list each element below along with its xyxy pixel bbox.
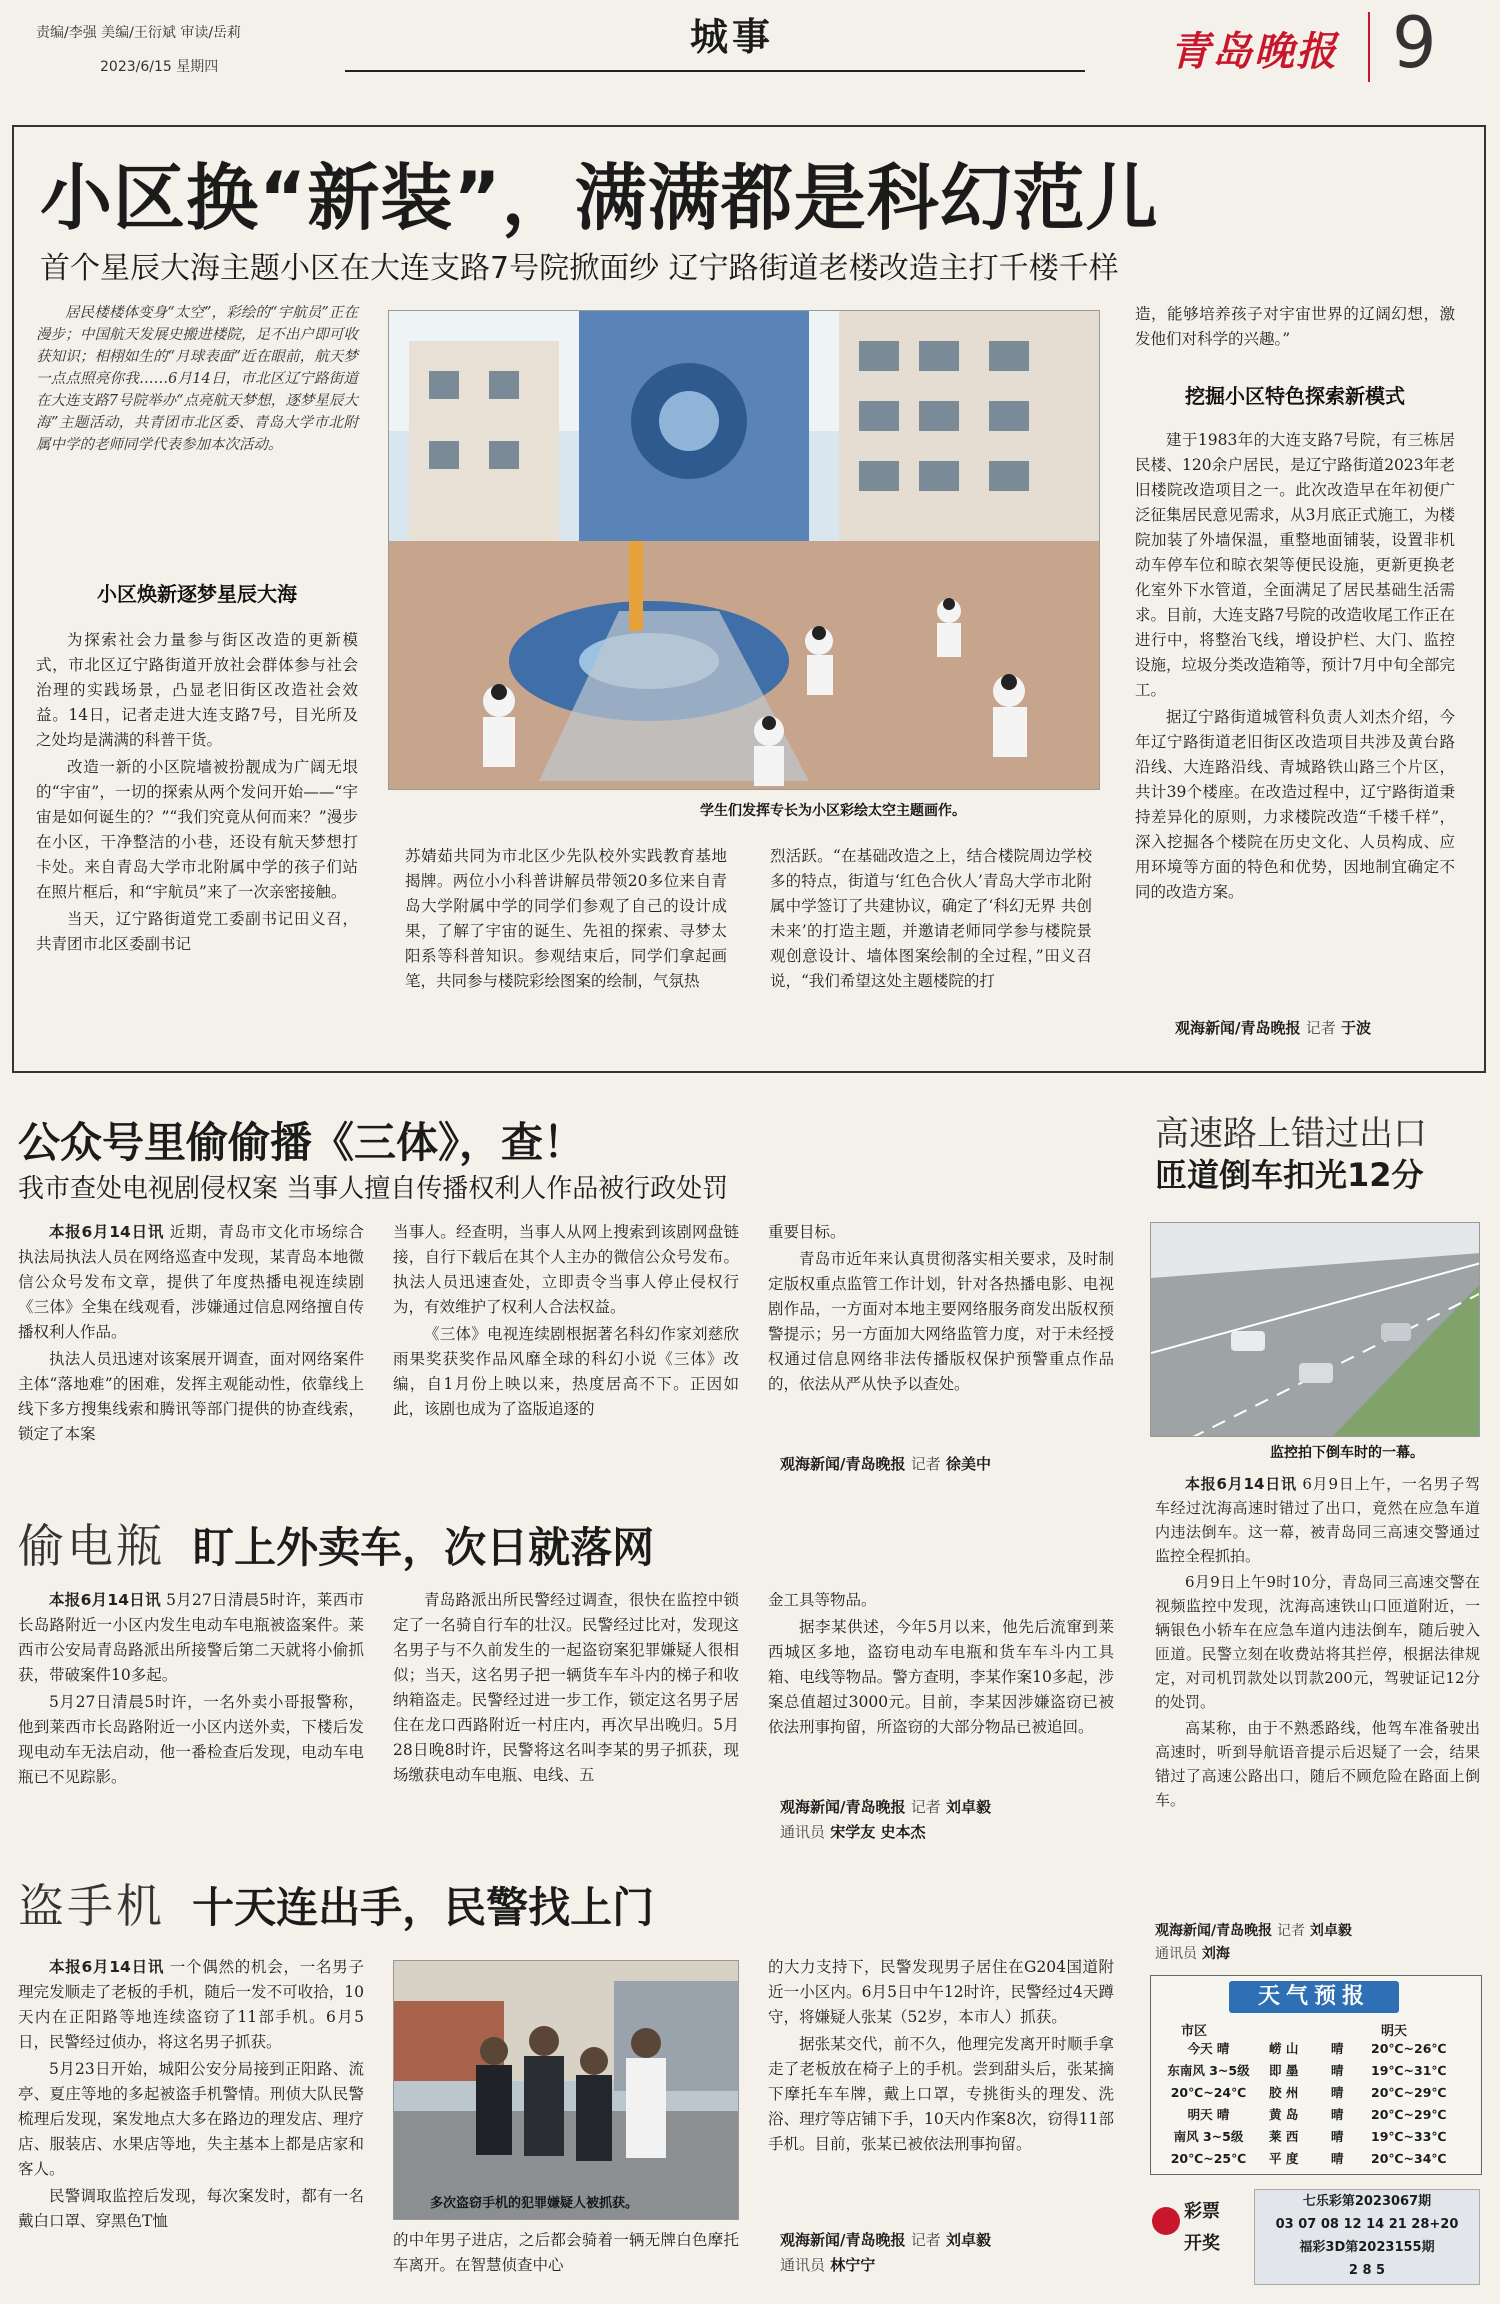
lottery-label-top: 彩票 bbox=[1184, 2201, 1220, 2222]
weather-city-row: 南风 3~5级 bbox=[1173, 2129, 1244, 2144]
credit-label: 记者 bbox=[1277, 1923, 1305, 1939]
paragraph: 青岛路派出所民警经过调查，很快在监控中锁定了一名骑自行车的壮汉。民警经过比对，发现这名男子与不久前发生的一起盗窃案犯罪嫌疑人很相似；当天，这名男子把一辆货车车斗内的梯子和收纳箱盗走。民警经过进一步工作，锁定这名男子居住在龙口西路附近一村庄内，再次早出晚归。5月28日晚8时许，民警将这名叫李某的男子抓获，现场缴获电动车电瓶、电线、五 bbox=[393, 1591, 739, 1784]
story4-photo bbox=[393, 1960, 739, 2220]
section-label: 城事 bbox=[690, 15, 775, 59]
credit-name: 徐美中 bbox=[945, 1455, 991, 1473]
paragraph-text: 5月27日清晨5时许，莱西市长岛路附近一小区内发生电动车电瓶被盗案件。莱西市公安局青岛路派出所接警后第二天就将小偷抓获，带破案件10多起。 bbox=[18, 1591, 364, 1684]
story4-col-3 bbox=[768, 1955, 1114, 2159]
story4-credit bbox=[780, 2228, 1120, 2278]
masthead-editors: 责编/李强 美编/王衍斌 审读/岳莉 bbox=[36, 25, 242, 41]
credit-name: 刘卓毅 bbox=[1309, 1923, 1352, 1939]
district-name: 莱 西 bbox=[1269, 2129, 1299, 2144]
weather-city-row: 20℃~24℃ bbox=[1170, 2085, 1247, 2100]
weather-district-row bbox=[1269, 2148, 1475, 2170]
district-temp: 20℃~26℃ bbox=[1371, 2041, 1447, 2056]
lead-photo-caption: 学生们发挥专长为小区彩绘太空主题画作。 bbox=[700, 803, 966, 819]
weather-city-row: 今天 晴 bbox=[1187, 2041, 1230, 2056]
weather-tomorrow-head: 明天 bbox=[1381, 2024, 1408, 2039]
story2-col-1 bbox=[18, 1220, 364, 1449]
lead-credit bbox=[1175, 1016, 1371, 1041]
paragraph: 5月23日开始，城阳公安分局接到正阳路、流亭、夏庄等地的多起被盗手机警情。刑侦大队民警梳理后发现，案发地点大多在路边的理发店、理疗店、服装店、水果店等地，失主基本上都是店家和客人。 bbox=[18, 2060, 364, 2178]
district-temp: 20℃~29℃ bbox=[1371, 2107, 1447, 2122]
story4-col-2 bbox=[393, 2228, 739, 2280]
mural-photo-illustration bbox=[389, 311, 1100, 790]
paragraph: 的中年男子进店，之后都会骑着一辆无牌白色摩托车离开。在智慧侦查中心 bbox=[393, 2231, 739, 2274]
dateline: 本报6月14日讯 bbox=[49, 1958, 165, 1976]
district-wx: 晴 bbox=[1331, 2063, 1344, 2078]
paragraph: 改造一新的小区院墙被扮靓成为广阔无垠的“宇宙”，一切的探索从两个发问开始——“宇宙是如何诞生的？”“我们究竟从何而来？”漫步在小区，干净整洁的小巷，还设有航天梦想打卡处。来自青岛大学市北附属中学的孩子们站在照片框后，和“宇航员”来了一次亲密接触。 bbox=[36, 758, 358, 901]
credit-label: 记者 bbox=[910, 2231, 941, 2249]
lottery-results bbox=[1254, 2189, 1480, 2285]
district-wx: 晴 bbox=[1331, 2129, 1344, 2144]
story5-headline-bottom: 匝道倒车扣光12分 bbox=[1155, 1156, 1424, 1194]
weather-district-table bbox=[1269, 2038, 1475, 2170]
lead-col-2 bbox=[405, 844, 727, 996]
district-wx: 晴 bbox=[1331, 2085, 1344, 2100]
district-name: 平 度 bbox=[1269, 2151, 1299, 2166]
dateline: 本报6月14日讯 bbox=[49, 1591, 161, 1609]
credit-org: 观海新闻/青岛晚报 bbox=[780, 1798, 906, 1816]
story3-col-1 bbox=[18, 1588, 364, 1792]
lead-subhead-2: 挖掘小区特色探索新模式 bbox=[1185, 384, 1405, 408]
district-temp: 20℃~29℃ bbox=[1371, 2085, 1447, 2100]
lottery-line: 福彩3D第2023155期 bbox=[1299, 2240, 1435, 2255]
credit-label-2: 通讯员 bbox=[780, 1823, 826, 1841]
district-wx: 晴 bbox=[1331, 2041, 1344, 2056]
paragraph: 苏婧茹共同为市北区少先队校外实践教育基地揭牌。两位小小科普讲解员带领20多位来自青岛大学附属中学的同学们参观了自己的设计成果，了解了宇宙的诞生、先祖的探索、寻梦太阳系等科普知识。参观结束后，同学们拿起画笔，共同参与楼院彩绘图案的绘制，气氛热 bbox=[405, 847, 727, 990]
paragraph: 《三体》电视连续剧根据著名科幻作家刘慈欣雨果奖获奖作品风靡全球的科幻小说《三体》改编，自1月份上映以来，热度居高不下。正因如此，该剧也成为了盗版追逐的 bbox=[393, 1325, 739, 1418]
lead-subheadline: 首个星辰大海主题小区在大连支路7号院掀面纱 辽宁路街道老楼改造主打千楼千样 bbox=[40, 251, 1119, 286]
story5-photo-caption: 监控拍下倒车时的一幕。 bbox=[1270, 1445, 1424, 1461]
paragraph-text: 一个偶然的机会，一名男子理完发顺走了老板的手机，随后一发不可收拾，10天内在正阳路等地连续盗窃了11部手机。6月5日，民警经过侦办，将这名男子抓获。 bbox=[18, 1958, 364, 2051]
weather-district-row bbox=[1269, 2038, 1475, 2060]
paragraph: 青岛市近年来认真贯彻落实相关要求，及时制定版权重点监管工作计划，针对各热播电影、电视剧作品，一方面对本地主要网络服务商发出版权预警提示；另一方面加大网络监管力度，对于未经授权通过信息网络非法传播版权保护预警重点作品的，依法从严从快予以查处。 bbox=[768, 1250, 1114, 1393]
story3-headline bbox=[18, 1510, 654, 1576]
paragraph bbox=[18, 1955, 364, 2055]
credit-label: 记者 bbox=[1305, 1019, 1336, 1037]
district-name: 胶 州 bbox=[1269, 2085, 1299, 2100]
lead-subhead-1: 小区焕新逐梦星辰大海 bbox=[97, 582, 297, 606]
story3-kicker: 偷电瓶 bbox=[18, 1519, 165, 1573]
credit-name: 刘卓毅 bbox=[945, 1798, 991, 1816]
credit-name: 于波 bbox=[1340, 1019, 1371, 1037]
weather-district-row bbox=[1269, 2060, 1475, 2082]
paragraph: 民警调取监控后发现，每次案发时，都有一名戴白口罩、穿黑色T恤 bbox=[18, 2187, 364, 2230]
story5-body bbox=[1155, 1472, 1480, 1814]
credit-name-2: 宋学友 史本杰 bbox=[830, 1823, 926, 1841]
paragraph: 建于1983年的大连支路7号院，有三栋居民楼、120余户居民，是辽宁路街道2023年老旧楼院改造项目之一。此次改造早在年初便广泛征集居民意见需求，从3月底正式施工，为楼院加装了外墙保温，重整地面铺装，设置非机动车停车位和晾衣架等便民设施，更新更换老化室外下水管道，全面满足了居民基础生活需求。目前，大连支路7号院的改造收尾工作正在进行中，将整治飞线，增设护栏、大门、监控设施，垃圾分类改造箱等，预计7月中旬全部完工。 bbox=[1135, 431, 1455, 699]
story4-title: 十天连出手，民警找上门 bbox=[192, 1883, 655, 1932]
story2-credit bbox=[780, 1452, 991, 1477]
weather-city-block bbox=[1161, 2038, 1256, 2170]
paragraph: 重要目标。 bbox=[768, 1223, 846, 1241]
lottery-icon bbox=[1152, 2207, 1180, 2235]
paragraph: 为探索社会力量参与街区改造的更新模式，市北区辽宁路街道开放社会群体参与社会治理的实践场景，凸显老旧街区改造社会效益。14日，记者走进大连支路7号，目光所及之处均是满满的科普干货。 bbox=[36, 631, 358, 749]
paragraph bbox=[18, 1220, 364, 1345]
lead-col-4-top bbox=[1135, 302, 1455, 354]
credit-org: 观海新闻/青岛晚报 bbox=[1175, 1019, 1301, 1037]
story3-title: 盯上外卖车，次日就落网 bbox=[192, 1523, 655, 1572]
story5-credit bbox=[1155, 1920, 1480, 1966]
credit-label: 记者 bbox=[910, 1455, 941, 1473]
district-temp: 19℃~33℃ bbox=[1371, 2129, 1447, 2144]
story4-photo-caption: 多次盗窃手机的犯罪嫌疑人被抓获。 bbox=[430, 2196, 639, 2211]
weather-city-row: 20℃~25℃ bbox=[1170, 2151, 1247, 2166]
weather-city-row: 明天 晴 bbox=[1187, 2107, 1230, 2122]
paragraph: 烈活跃。“在基础改造之上，结合楼院周边学校多的特点，街道与‘红色合伙人’青岛大学市北附属中学签订了共建协议，确定了‘科幻无界 共创未来’的打造主题，并邀请老师同学参与楼院景观创意设计、墙体图案绘制的全过程，”田义召说，“我们希望这处主题楼院的打 bbox=[770, 847, 1092, 990]
credit-name: 刘卓毅 bbox=[945, 2231, 991, 2249]
story4-kicker: 盗手机 bbox=[18, 1879, 165, 1933]
credit-label: 记者 bbox=[910, 1798, 941, 1816]
district-name: 黄 岛 bbox=[1269, 2107, 1299, 2122]
weather-city-row: 东南风 3~5级 bbox=[1167, 2063, 1250, 2078]
paragraph: 执法人员迅速对该案展开调查，面对网络案件主体“落地难”的困难，发挥主观能动性，依靠线上线下多方搜集线索和腾讯等部门提供的协查线索，锁定了本案 bbox=[18, 1350, 364, 1443]
story4-col-1 bbox=[18, 1955, 364, 2236]
paragraph: 6月9日上午9时10分，青岛同三高速交警在视频监控中发现，沈海高速铁山口匝道附近，一辆银色小轿车在应急车道内违法倒车，随后驶入匝道。民警立刻在收费站将其拦停，根据法律规定，对司机罚款处以罚款200元，驾驶证记12分的处罚。 bbox=[1155, 1573, 1480, 1711]
lottery-line: 2 8 5 bbox=[1348, 2263, 1386, 2278]
lottery-box bbox=[1150, 2185, 1482, 2297]
district-name: 即 墨 bbox=[1269, 2063, 1299, 2078]
credit-name-2: 刘海 bbox=[1201, 1946, 1230, 1962]
paragraph: 金工具等物品。 bbox=[768, 1591, 877, 1609]
page-number: 9 bbox=[1392, 2, 1437, 84]
lottery-label-bottom: 开奖 bbox=[1184, 2233, 1220, 2254]
district-wx: 晴 bbox=[1331, 2107, 1344, 2122]
paragraph: 5月27日清晨5时许，一名外卖小哥报警称，他到莱西市长岛路附近一小区内送外卖，下楼后发现电动车无法启动，他一番检查后发现，电动车电瓶已不见踪影。 bbox=[18, 1693, 364, 1786]
story3-col-2 bbox=[393, 1588, 739, 1790]
paragraph bbox=[1155, 1472, 1480, 1568]
weather-district-row bbox=[1269, 2104, 1475, 2126]
paragraph: 当事人。经查明，当事人从网上搜索到该剧网盘链接，自行下载后在其个人主办的微信公众号发布。执法人员迅速查处，立即责令当事人停止侵权行为，有效维护了权利人合法权益。 bbox=[393, 1223, 739, 1316]
paragraph-text: 近期，青岛市文化市场综合执法局执法人员在网络巡查中发现，某青岛本地微信公众号发布文章，提供了年度热播电视连续剧《三体》全集在线观看，涉嫌通过信息网络擅自传播权利人作品。 bbox=[18, 1223, 364, 1341]
credit-name-2: 林宁宁 bbox=[830, 2256, 876, 2274]
dateline: 本报6月14日讯 bbox=[1185, 1475, 1297, 1493]
paragraph: 的大力支持下，民警发现男子居住在G204国道附近一小区内。6月5日中午12时许，民警经过4天蹲守，将嫌疑人张某（52岁，本市人）抓获。 bbox=[768, 1958, 1114, 2026]
district-name: 崂 山 bbox=[1269, 2041, 1299, 2056]
credit-org: 观海新闻/青岛晚报 bbox=[780, 2231, 906, 2249]
lead-intro bbox=[36, 302, 358, 458]
district-temp: 19℃~31℃ bbox=[1371, 2063, 1447, 2078]
paragraph: 据李某供述，今年5月以来，他先后流窜到莱西城区多地，盗窃电动车电瓶和货车车斗内工具箱、电线等物品。警方查明，李某作案10多起，涉案总值超过3000元。目前，李某因涉嫌盗窃已被依法刑事拘留，所盗窃的大部分物品已被追回。 bbox=[768, 1618, 1114, 1736]
story2-subheadline: 我市查处电视剧侵权案 当事人擅自传播权利人作品被行政处罚 bbox=[18, 1174, 729, 1204]
lead-photo bbox=[388, 310, 1100, 790]
paragraph bbox=[18, 1588, 364, 1688]
credit-org: 观海新闻/青岛晚报 bbox=[780, 1455, 906, 1473]
masthead-rule bbox=[345, 70, 1085, 72]
story2-headline: 公众号里偷偷播《三体》，查！ bbox=[18, 1118, 586, 1167]
story5-photo bbox=[1150, 1222, 1480, 1437]
lottery-line: 七乐彩第2023067期 bbox=[1302, 2194, 1432, 2209]
weather-district-row bbox=[1269, 2082, 1475, 2104]
lead-intro-text: 居民楼楼体变身“太空”，彩绘的“宇航员”正在漫步；中国航天发展史搬进楼院，足不出户即可收获知识；相栩如生的“月球表面”近在眼前，航天梦一点点照亮你我……6月14日，市北区辽宁路街道在大连支路7号院举办“点亮航天梦想，逐梦星辰大海”主题活动，共青团市北区委、青岛大学市北附属中学的老师同学代表参加本次活动。 bbox=[36, 305, 358, 453]
weather-title: 天气预报 bbox=[1229, 1981, 1399, 2013]
paragraph: 高某称，由于不熟悉路线，他驾车准备驶出高速时，听到导航语音提示后迟疑了一会，结果错过了高速公路出口，随后不顾危险在路面上倒车。 bbox=[1155, 1719, 1480, 1809]
dateline: 本报6月14日讯 bbox=[49, 1223, 165, 1241]
district-temp: 20℃~34℃ bbox=[1371, 2151, 1447, 2166]
lead-col-1 bbox=[36, 628, 358, 959]
story3-credit bbox=[780, 1795, 1120, 1845]
weather-box bbox=[1150, 1975, 1482, 2175]
paragraph: 据张某交代，前不久，他理完发离开时顺手拿走了老板放在椅子上的手机。尝到甜头后，张某摘下摩托车车牌，戴上口罩，专挑街头的理发、洗浴、理疗等店铺下手，10天内作案8次，窃得11部手机。目前，张某已被依法刑事拘留。 bbox=[768, 2035, 1114, 2153]
masthead-date: 2023/6/15 星期四 bbox=[100, 59, 219, 75]
masthead-divider bbox=[1368, 12, 1370, 82]
story3-col-3 bbox=[768, 1588, 1114, 1742]
paragraph: 造，能够培养孩子对宇宙世界的辽阔幻想，激发他们对科学的兴趣。” bbox=[1135, 305, 1455, 348]
lottery-line: 03 07 08 12 14 21 28+20 bbox=[1275, 2217, 1459, 2232]
paragraph: 当天，辽宁路街道党工委副书记田义召，共青团市北区委副书记 bbox=[36, 910, 358, 953]
credit-label-2: 通讯员 bbox=[780, 2256, 826, 2274]
suspect-photo-illustration bbox=[394, 1961, 739, 2220]
story2-col-2 bbox=[393, 1220, 739, 1424]
lead-col-4 bbox=[1135, 428, 1455, 907]
paper-logo: 青岛晚报 bbox=[1170, 28, 1338, 75]
weather-district-row bbox=[1269, 2126, 1475, 2148]
credit-org: 观海新闻/青岛晚报 bbox=[1155, 1923, 1273, 1939]
highway-photo-illustration bbox=[1151, 1223, 1480, 1437]
story4-headline bbox=[18, 1870, 654, 1936]
weather-city-head: 市区 bbox=[1181, 2024, 1208, 2039]
story5-headline-top: 高速路上错过出口 bbox=[1155, 1114, 1427, 1154]
lead-col-3 bbox=[770, 844, 1092, 996]
credit-label-2: 通讯员 bbox=[1155, 1946, 1197, 1962]
paragraph-text: 6月9日上午，一名男子驾车经过沈海高速时错过了出口，竟然在应急车道内违法倒车。这一幕，被青岛同三高速交警通过监控全程抓拍。 bbox=[1155, 1475, 1481, 1565]
paragraph: 据辽宁路街道城管科负责人刘杰介绍，今年辽宁路街道老旧街区改造项目共涉及黄台路沿线、大连路沿线、青城路铁山路三个片区，共计39个楼座。在改造过程中，辽宁路街道秉持差异化的原则，力求楼院改造“千楼千样”，深入挖掘各个楼院在历史文化、人员构成、应用环境等方面的特色和优势，因地制宜确定不同的改造方案。 bbox=[1135, 708, 1455, 901]
lead-headline: 小区换“新装”，满满都是科幻范儿 bbox=[40, 156, 1159, 240]
story2-col-3 bbox=[768, 1220, 1114, 1399]
district-wx: 晴 bbox=[1331, 2151, 1344, 2166]
